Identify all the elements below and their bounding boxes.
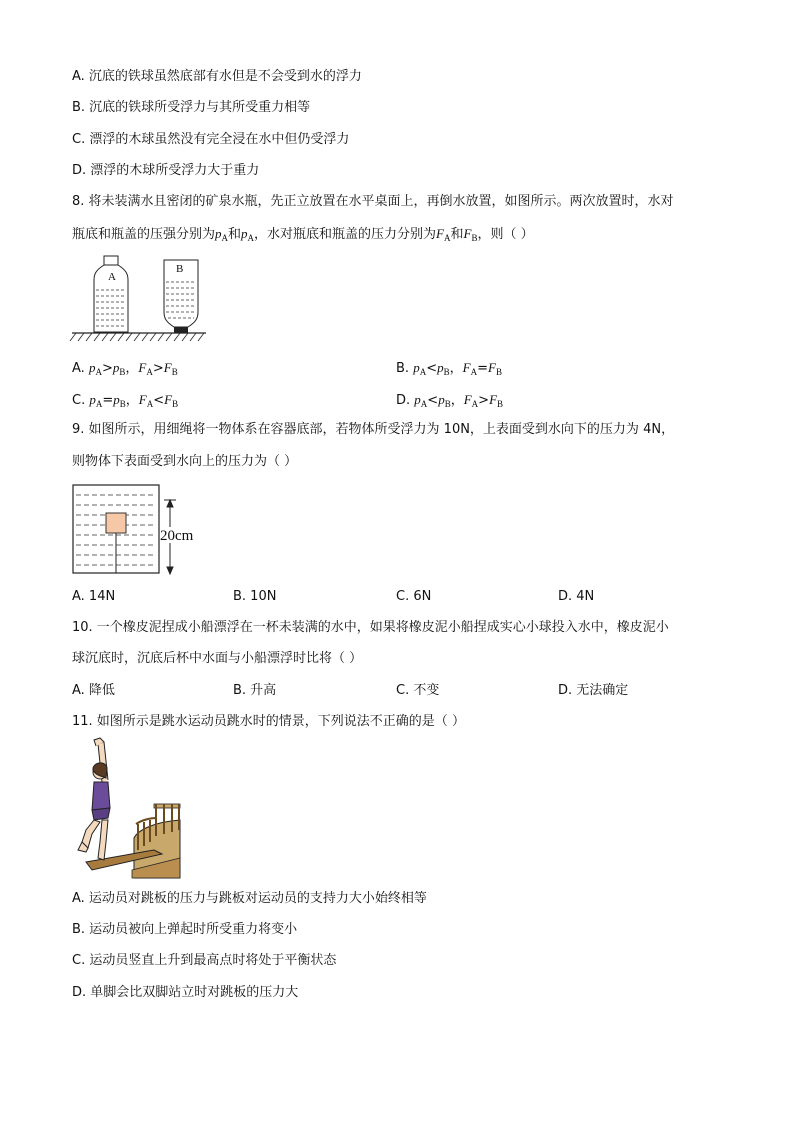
submerged-block (106, 513, 126, 533)
q11-option-b: B. 运动员被向上弹起时所受重力将变小 (72, 922, 298, 937)
q9-stem-line1: 9. 如图所示，用细绳将一物体系在容器底部，若物体所受浮力为 10N，上表面受到水向下的压力为 4N， (72, 422, 675, 437)
q10-stem-line1: 10. 一个橡皮泥捏成小船漂浮在一杯未装满的水中，如果将橡皮泥小船捏成实心小球投入水中，橡皮泥小 (72, 620, 669, 635)
diver (78, 738, 110, 860)
q9-option-c: C. 6N (396, 589, 432, 604)
q11-option-a: A. 运动员对跳板的压力与跳板对运动员的支持力大小始终相等 (72, 891, 427, 906)
q9-option-a: A. 14N (72, 589, 116, 604)
q8-option-c: C. $p_A=p_B$，$F_A<F_B$ (72, 392, 179, 409)
svg-text:B: B (176, 263, 184, 275)
diver-illustration (72, 738, 184, 880)
q7-option-b: B. 沉底的铁球所受浮力与其所受重力相等 (72, 100, 311, 115)
bottles-figure (70, 254, 210, 346)
q7-option-d: D. 漂浮的木球所受浮力大于重力 (72, 163, 260, 178)
q8-option-b: B. $p_A<p_B$，$F_A=F_B$ (396, 360, 502, 377)
q10-option-d: D. 无法确定 (558, 683, 629, 698)
q10-stem-line2: 球沉底时，沉底后杯中水面与小船漂浮时比将（ ） (72, 651, 363, 666)
q9-option-b: B. 10N (233, 589, 277, 604)
container-figure (72, 483, 212, 577)
q7-option-a: A. 沉底的铁球虽然底部有水但是不会受到水的浮力 (72, 69, 362, 84)
svg-text:A: A (108, 271, 116, 283)
q8-option-a: A. $p_A>p_B$，$F_A>F_B$ (72, 360, 178, 377)
q11-stem-line1: 11. 如图所示是跳水运动员跳水时的情景，下列说法不正确的是（ ） (72, 714, 465, 729)
q8-stem-line2: 瓶底和瓶盖的压强分别为$p_A$和$p_A$，水对瓶底和瓶盖的压力分别为$F_A$和$F_B$，则（ ） (72, 226, 534, 243)
q11-option-c: C. 运动员竖直上升到最高点时将处于平衡状态 (72, 953, 337, 968)
q9-option-d: D. 4N (558, 589, 595, 604)
q11-option-d: D. 单脚会比双脚站立时对跳板的压力大 (72, 985, 299, 1000)
table-surface (70, 333, 206, 341)
q10-option-c: C. 不变 (396, 683, 440, 698)
q10-option-b: B. 升高 (233, 683, 277, 698)
q8-stem-line1: 8. 将未装满水且密闭的矿泉水瓶，先正立放置在水平桌面上，再倒水放置，如图所示。两次放置时，水对 (72, 194, 674, 209)
svg-text:20cm: 20cm (160, 528, 194, 544)
q10-option-a: A. 降低 (72, 683, 115, 698)
q9-stem-line2: 则物体下表面受到水向上的压力为（ ） (72, 454, 298, 469)
bottle-b (164, 260, 198, 333)
bottle-a (94, 256, 128, 332)
q7-option-c: C. 漂浮的木球虽然没有完全浸在水中但仍受浮力 (72, 132, 350, 147)
q8-option-d: D. $p_A<p_B$，$F_A>F_B$ (396, 392, 504, 409)
